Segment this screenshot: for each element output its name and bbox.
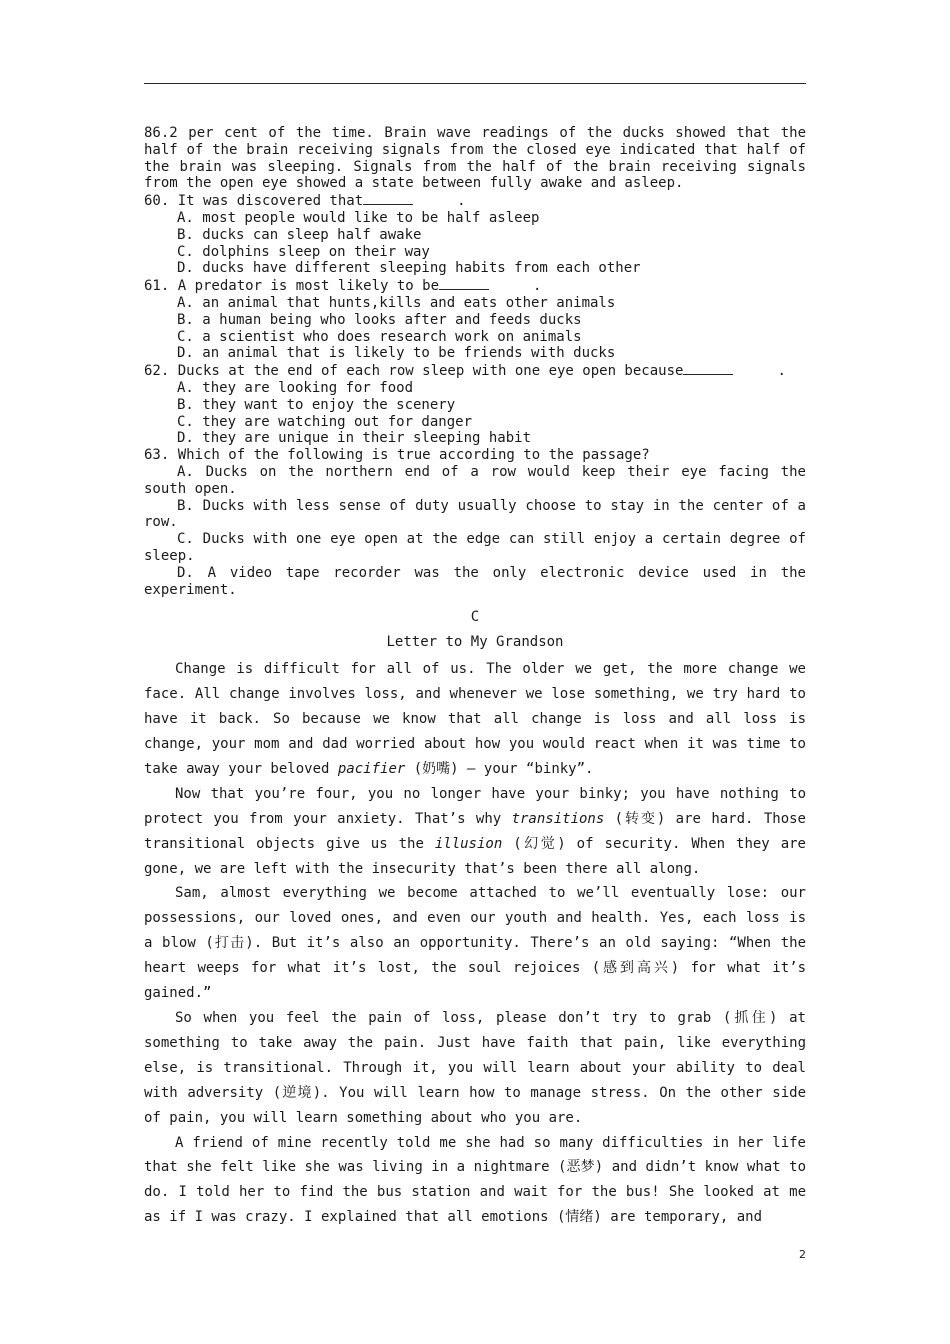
option: B. Ducks with less sense of duty usually choose to stay in the center of a row. — [144, 497, 806, 531]
paragraph: So when you feel the pain of loss, please don’t try to grab (抓住) at something to take away the pain. Just have faith that pain, like everything else, is transitional. Through it, you will learn about your ability to deal with adversity (逆境). You will learn how to manage stress. On the other side of pain, you will learn something about who you are. — [144, 1010, 806, 1126]
question-stem: 60. It was discovered that . — [144, 193, 466, 210]
option: B. they want to enjoy the scenery — [177, 396, 456, 413]
header-rule — [144, 83, 806, 84]
option: D. ducks have different sleeping habits from each other — [177, 260, 641, 277]
paragraph: A friend of mine recently told me she had so many difficulties in her life that she felt like she was living in a nightmare (恶梦) and didn’t know what to do. I told her to find the bus station and wait for the bus! She looked at me as if I was crazy. I explained that all emotions (情绪) are temporary, and — [144, 1134, 806, 1226]
page-content — [144, 125, 806, 1230]
option: D. A video tape recorder was the only electronic device used in the experiment. — [144, 564, 806, 598]
option: C. they are watching out for danger — [177, 413, 473, 430]
option: C. dolphins sleep on their way — [177, 243, 430, 260]
letter-passage — [144, 657, 806, 1230]
option: D. they are unique in their sleeping habit — [177, 430, 532, 447]
page-number: 2 — [799, 1248, 806, 1261]
question-stem: 61. A predator is most likely to be . — [144, 278, 542, 295]
option: C. Ducks with one eye open at the edge can still enjoy a certain degree of sleep. — [144, 531, 806, 564]
option: C. a scientist who does research work on animals — [177, 328, 582, 345]
section-letter: C — [470, 609, 480, 626]
questions-block — [144, 125, 806, 598]
option: A. Ducks on the northern end of a row would keep their eye facing the south open. — [144, 463, 806, 497]
question-stem: 62. Ducks at the end of each row sleep with one eye open because . — [144, 363, 786, 380]
paragraph: Sam, almost everything we become attached to we’ll eventually lose: our possessions, our loved ones, and even our youth and health. Yes, each loss is a blow (打击). But it’s also an opportunity. There’s an old saying: “When the heart weeps for what it’s lost, the soul rejoices (感到高兴) for what it’s gained.” — [144, 885, 806, 1002]
paragraph: Now that you’re four, you no longer have your binky; you have nothing to protect you from your anxiety. That’s why transitions (转变) are hard. Those transitional objects give us the illusion (幻觉) of security. When they are gone, we are left with the insecurity that’s been there all along. — [144, 785, 806, 877]
question-stem: 63. Which of the following is true according to the passage? — [144, 447, 650, 464]
option: D. an animal that is likely to be friends with ducks — [177, 345, 616, 362]
passage-title: Letter to My Grandson — [386, 634, 564, 651]
paragraph: Change is difficult for all of us. The older we get, the more change we face. All change involves loss, and whenever we lose something, we try hard to have it back. So because we know that all change is loss and all loss is change, your mom and dad worried about how you would react when it was time to take away your beloved pacifier (奶嘴) — your “binky”. — [144, 661, 806, 777]
option: A. an animal that hunts,kills and eats other animals — [177, 294, 616, 311]
option: B. ducks can sleep half awake — [177, 226, 422, 243]
option: B. a human being who looks after and feeds ducks — [177, 311, 582, 328]
option: A. most people would like to be half asleep — [177, 209, 540, 226]
option: A. they are looking for food — [177, 379, 414, 396]
passage-continuation: 86.2 per cent of the time. Brain wave readings of the ducks showed that the half of the brain receiving signals from the closed eye indicated that half of the brain was sleeping. Signals from the half of the brain receiving signals from the open eye showed a state between fully awake and asleep. — [144, 125, 806, 192]
